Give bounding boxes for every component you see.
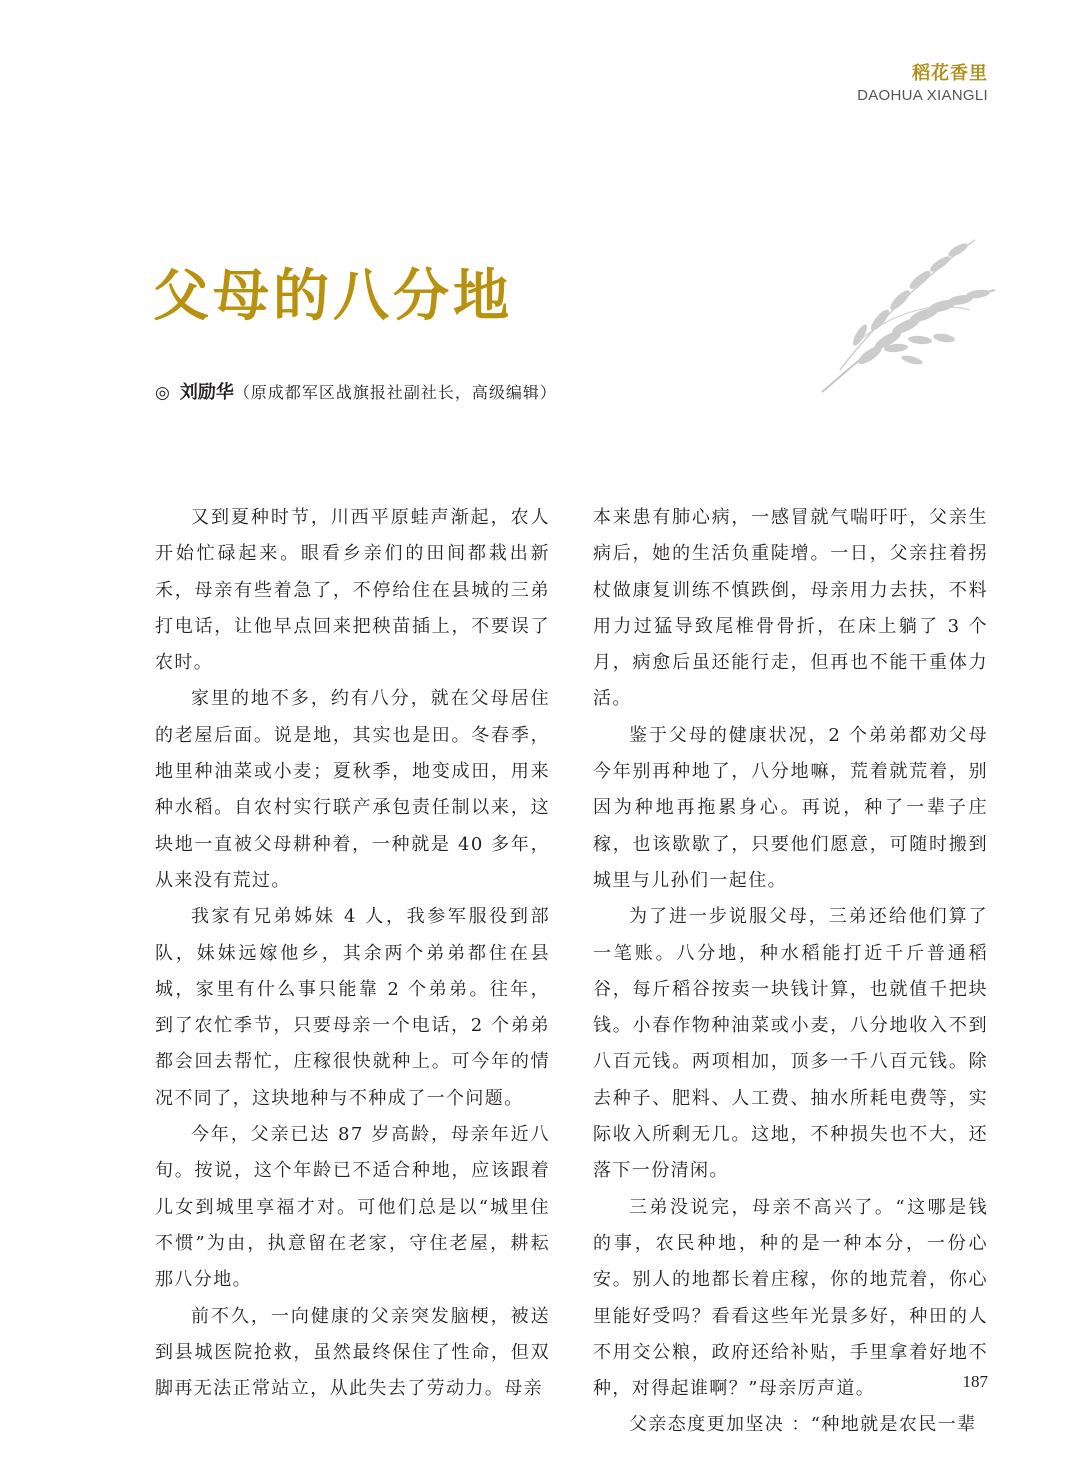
article-title: 父母的八分地 [153, 264, 513, 329]
paragraph-continued: 本来患有肺心病，一感冒就气喘吁吁，父亲生病后，她的生活负重陡增。一日，父亲拄着拐杖做康复训练不慎跌倒，母亲用力去扶，不料用力过猛导致尾椎骨骨折，在床上躺了 3 个月，病愈后虽还能行走，但再也不能干重体力活。 [593, 507, 988, 710]
page-number: 187 [962, 1372, 988, 1391]
author-title: 原成都军区战旗报社副社长，高级编辑 [250, 383, 540, 402]
rice-grain-illustration-icon [800, 220, 1000, 405]
byline-mark: ◎ [155, 383, 170, 403]
section-title-cn: 稻花香里 [912, 63, 988, 84]
paren-close: ） [539, 383, 557, 402]
section-title-en: DAOHUA XIANGLI [857, 87, 988, 104]
author-name: 刘励华 [179, 382, 234, 403]
paragraph: 鉴于父母的健康状况，2 个弟弟都劝父母今年别再种地了，八分地嘛，荒着就荒着，别因为种地再拖累身心。再说，种了一辈子庄稼，也该歇歇了，只要他们愿意，可随时搬到城里与儿孙们一起住。 [593, 724, 988, 891]
body-column-left [155, 500, 550, 1407]
paren-open: （ [233, 383, 251, 402]
paragraph: 为了进一步说服父母，三弟还给他们算了一笔账。八分地，种水稻能打近千斤普通稻谷，每斤稻谷按卖一块钱计算，也就值千把块钱。小春作物种油菜或小麦，八分地收入不到八百元钱。两项相加，顶多一千八百元钱。除去种子、肥料、人工费、抽水所耗电费等，实际收入所剩无几。这地，不种损失也不大，还落下一份清闲。 [593, 906, 988, 1182]
paragraph: 今年，父亲已达 87 岁高龄，母亲年近八旬。按说，这个年龄已不适合种地，应该跟着儿女到城里享福才对。可他们总是以“城里住不惯”为由，执意留在老家，守住老屋，耕耘那八分地。 [155, 1124, 550, 1291]
byline [155, 380, 557, 406]
paragraph: 又到夏种时节，川西平原蛙声渐起，农人开始忙碌起来。眼看乡亲们的田间都栽出新禾，母亲有些着急了，不停给住在县城的三弟打电话，让他早点回来把秧苗插上，不要误了农时。 [155, 507, 550, 674]
paragraph: 我家有兄弟姊妹 4 人，我参军服役到部队，妹妹远嫁他乡，其余两个弟弟都住在县城，家里有什么事只能靠 2 个弟弟。往年，到了农忙季节，只要母亲一个电话，2 个弟弟都会回去帮忙，庄稼很快就种上。可今年的情况不同了，这块地种与不种成了一个问题。 [155, 906, 550, 1109]
paragraph: 父亲态度更加坚决 ：“种地就是农民一辈 [629, 1414, 977, 1436]
running-head [857, 62, 988, 106]
paragraph: 前不久，一向健康的父亲突发脑梗，被送到县城医院抢救，虽然最终保住了性命，但双脚再无法正常站立，从此失去了劳动力。母亲 [155, 1305, 550, 1400]
paragraph: 三弟没说完，母亲不高兴了。“这哪是钱的事，农民种地，种的是一种本分，一份心安。别人的地都长着庄稼，你的地荒着，你心里能好受吗？看看这些年光景多好，种田的人不用交公粮，政府还给补贴，手里拿着好地不种，对得起谁啊？”母亲厉声道。 [593, 1196, 988, 1400]
body-column-right [593, 500, 988, 1444]
paragraph: 家里的地不多，约有八分，就在父母居住的老屋后面。说是地，其实也是田。冬春季，地里种油菜或小麦；夏秋季，地变成田，用来种水稻。自农村实行联产承包责任制以来，这块地一直被父母耕种着，一种就是 40 多年，从来没有荒过。 [155, 688, 550, 891]
